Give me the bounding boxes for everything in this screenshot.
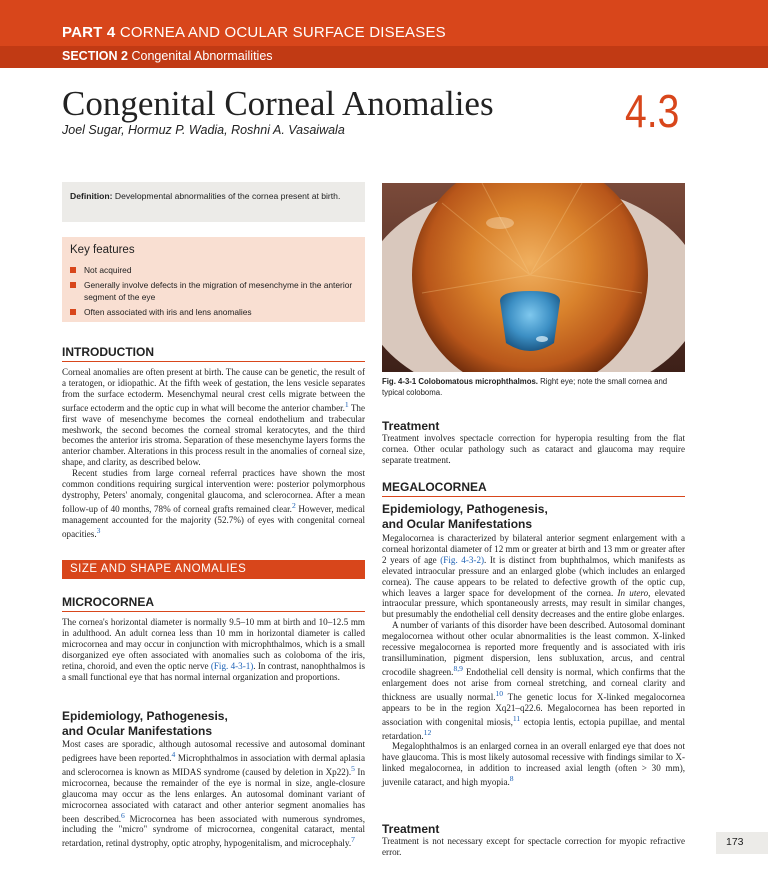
introduction-paragraph-1: Corneal anomalies are often present at birth. The cause can be genetic, the result of a teratogen, or idiopathic. At the fifth week of gestation, the lens vesicle separates from the surface ectoderm. Mesenchymal neural crest cells migrate between the surface ectoderm and the optic cup in what will become the anterior chamber.$^1$ The first wave of mesenchyme becomes the corneal endothelium and trabecular meshwork, the second becomes the corneal stromal keratocytes, and the third becomes the anterior iris stroma. Separation of these mesenchyme layers forms the anterior chamber. Alterations in this process result in the anomalies of corneal size, shape, and clarity, as described below. Recent studies from large corneal referral practices have shown the most common conditions requiring surgical intervention were: posterior polymorphous dystrophy, Peters' anomaly, congenital glaucoma, and sclerocornea. After a mean follow-up of 40 months, 78% of corneal grafts remained clear.$^2$ However, medical management accounted for the majority (52.7%) of eyes with congenital corneal opacities.$^3$ (62, 367, 365, 539)
introduction-heading: INTRODUCTION (62, 345, 154, 359)
chapter-title: Congenital Corneal Anomalies (62, 84, 494, 123)
bullet-square-icon (70, 267, 76, 273)
treatment-paragraph-2: Treatment is not necessary except for spectacle correction for myopic refractive error. (382, 836, 685, 857)
key-feature-item: Not acquired (70, 264, 360, 277)
megalocornea-paragraph-1: Megalocornea is characterized by bilateral anterior segment enlargement with a corneal horizontal diameter of 12 mm or greater at birth and 13 mm or greater after 2 years of age (Fig. 4-3-2). It is distinct from buphthalmos, which manifests as elevated intraocular pressure and an enlarged globe (which includes an enlarged cornea). The cause appears to be related to defective growth of the optic cup, which leaves a larger space for development of the cornea. In utero, elevated intraocular pressure, which spontaneously arrests, may result in similar changes, but presumably the endothelial cell density decreases and the entire globe enlarges. A number of variants of this disorder have been described. Autosomal dominant megalocornea without other ocular abnormalities is the least common. X-linked recessive megalocornea is reported more frequently and is associated with iris transillumination, pigment dispersion, lens subluxation, arcus, and central crocodile shagreen.$^{8,9}$ Endothelial cell density is normal, which confirms that the enlargement does not arise from corneal stretching, and corneal clarity and thickness are usually normal.$^{10}$ The genetic locus for X-linked megalocornea appears to be in the region Xq21–q22.6. Megalocornea has been reported in association with congenital miosis,$^{11}$ ectopia lentis, ectopia pupillae, and mental retardation.$^{12}$ Megalophthalmos is an enlarged cornea in an overall enlarged eye that does not have glaucoma. This is most likely autosomal recessive with findings similar to X-linked megalocornea, in addition to increased axial length (often > 30 mm), juvenile cataract, and high myopia.$^8$ (382, 533, 685, 788)
definition-label: Definition: (70, 191, 113, 201)
figure-caption-text: Right eye; note the small cornea and typical coloboma. (382, 377, 668, 397)
page-number: 173 (726, 836, 744, 848)
definition-box (62, 182, 365, 222)
figure-label: Fig. 4-3-1 (382, 377, 417, 386)
chapter-authors: Joel Sugar, Hormuz P. Wadia, Roshni A. Vasaiwala (62, 123, 345, 137)
size-shape-heading: SIZE AND SHAPE ANOMALIES (70, 563, 247, 575)
section-title: Congenital Abnormailities (131, 49, 273, 63)
part-label: PART 4 (62, 24, 116, 41)
chapter-number: 4.3 (625, 85, 680, 137)
figure-title: Colobomatous microphthalmos. (418, 377, 538, 386)
bullet-square-icon (70, 309, 76, 315)
treatment-paragraph: Treatment involves spectacle correction for hyperopia resulting from the flat cornea. Other ocular pathology such as cataract and glaucoma may require separate treatment. (382, 433, 685, 465)
section-rule (62, 361, 365, 362)
key-features-heading: Key features (70, 244, 135, 256)
section-rule (62, 611, 365, 612)
size-shape-heading-bar (62, 560, 365, 579)
treatment-heading: Treatment (382, 419, 440, 433)
key-features-list (70, 264, 360, 320)
microcornea-paragraph-2: Most cases are sporadic, although autosomal recessive and autosomal dominant pedigrees have been reported.$^4$ Microphthalmos in association with dermal aplasia and sclerocornea is known as MIDAS syndrome (caused by deletion in Xp22).$^5$ In microcornea, because the remainder of the eye is normal in size, angle-closure glaucoma may occur as the lens enlarges. An autosomal dominant variant of microcornea associated with cataract and other anterior segment anomalies has been described.$^6$ Microcornea has been associated with numerous syndromes, including the "micro" syndrome of microcornea, congenital cataract, mental retardation, retinal dystrophy, optic atrophy, hypogenitalism, and microcephaly.$^7$ (62, 739, 365, 849)
key-features-box (62, 237, 365, 322)
microcornea-heading: MICROCORNEA (62, 595, 154, 609)
section-rule (382, 496, 685, 497)
eye-illustration (382, 183, 685, 372)
part-heading (62, 24, 446, 41)
page-number-box (716, 832, 768, 854)
eye-photograph (382, 183, 685, 372)
microcornea-epidemiology-heading: Epidemiology, Pathogenesis, and Ocular Manifestations (62, 709, 228, 738)
key-feature-item: Generally involve defects in the migration of mesenchyme in the anterior segment of the eye (70, 279, 360, 304)
section-label: SECTION 2 (62, 49, 128, 63)
section-bar (0, 46, 768, 68)
part-banner (0, 0, 768, 68)
treatment-heading-2: Treatment (382, 822, 440, 836)
key-feature-item: Often associated with iris and lens anomalies (70, 306, 360, 319)
megalocornea-heading: MEGALOCORNEA (382, 480, 487, 494)
figure-caption (382, 377, 685, 398)
section-heading (62, 49, 273, 63)
microcornea-paragraph-1: The cornea's horizontal diameter is normally 9.5–10 mm at birth and 10–12.5 mm in adulthood. An adult cornea less than 10 mm in horizontal diameter is called microcornea and may occur in conjunction with microphthalmos, which is a small disorganized eye often associated with anomalies such as coloboma of the iris, retina, choroid, and even the optic nerve (Fig. 4-3-1). In contrast, nanophthalmos is a small functional eye that has normal internal organization and proportions. (62, 617, 365, 682)
part-title: CORNEA AND OCULAR SURFACE DISEASES (119, 24, 446, 41)
definition-text (70, 190, 360, 203)
definition-body: Developmental abnormalities of the cornea present at birth. (114, 191, 341, 201)
bullet-square-icon (70, 282, 76, 288)
megalocornea-epidemiology-heading: Epidemiology, Pathogenesis, and Ocular Manifestations (382, 502, 548, 531)
